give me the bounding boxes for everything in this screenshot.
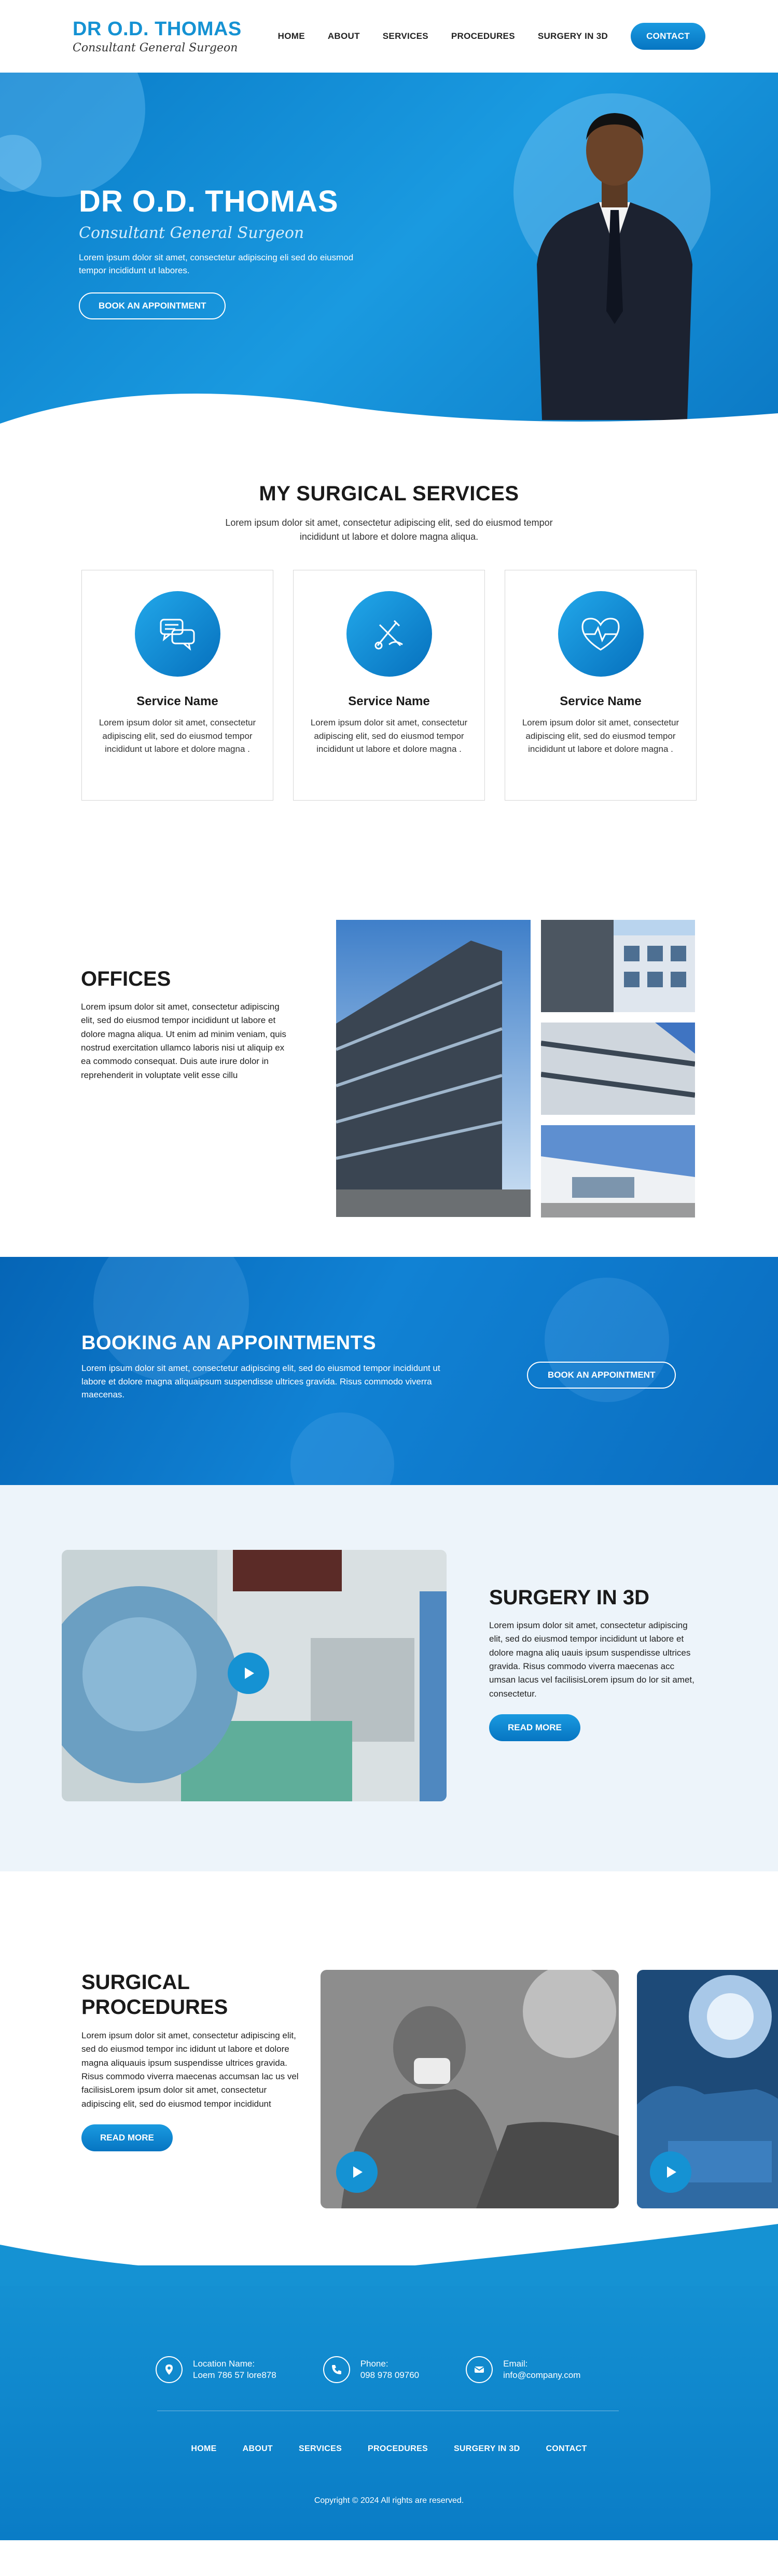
surgery-3d-content [489,1586,697,1741]
footer-nav-surgery-3d[interactable]: SURGERY IN 3D [453,2444,520,2453]
phone-label: Phone: [360,2359,388,2369]
decor-blob [290,1412,394,1485]
nav-home[interactable]: HOME [277,31,305,41]
play-button[interactable] [336,2151,378,2193]
surgery-video[interactable] [62,1550,447,1801]
service-text: Lorem ipsum dolor sit amet, consectetur adipiscing elit, sed do eiusmod tempor incididunt ut labore et dolore magna . [310,718,468,754]
footer-nav-services[interactable]: SERVICES [299,2444,342,2453]
service-name: Service Name [560,694,642,708]
surgery-3d-section [0,1485,778,1871]
footer-wave [0,2224,778,2286]
footer-nav-contact[interactable]: CONTACT [546,2444,587,2453]
procedures-content [81,1970,299,2151]
location-value: Loem 786 57 lore878 [193,2370,276,2380]
service-card[interactable] [81,570,273,801]
nav-services[interactable]: SERVICES [382,31,428,41]
service-text: Lorem ipsum dolor sit amet, consectetur adipiscing elit, sed do eiusmod tempor incididunt ut labore et dolore magna . [522,718,679,754]
play-button[interactable] [650,2151,691,2193]
booking-title: BOOKING AN APPOINTMENTS [81,1332,377,1354]
footer-nav-home[interactable]: HOME [191,2444,217,2453]
heartbeat-icon [558,591,644,677]
play-icon [663,2164,678,2180]
services-intro: Lorem ipsum dolor sit amet, consectetur adipiscing elit, sed do eiusmod tempor incididunt ut labore et dolore magna aliqua. [225,517,553,542]
contact-phone [323,2356,419,2383]
office-facade-photo[interactable] [541,920,695,1012]
offices-text: Lorem ipsum dolor sit amet, consectetur adipiscing elit, sed do eiusmod tempor incididunt ut labore et dolore magna aliqua. Ut enim ad minim veniam, quis nostrud exercitation ullamco laboris nisi ut aliquip ex ea commodo consequat. Duis aute irure dolor in reprehenderit in voluptate velit esse cillu [81,1002,286,1080]
phone-value[interactable]: 098 978 09760 [360,2370,420,2380]
office-lowrise-photo[interactable] [541,1125,695,1217]
offices-title: OFFICES [81,968,171,990]
site-footer [0,2265,778,2540]
play-button[interactable] [228,1653,269,1694]
booking-appointment-button[interactable]: BOOK AN APPOINTMENT [527,1362,676,1389]
service-card[interactable] [293,570,485,801]
hero-wave [0,382,778,454]
offices-content [81,968,288,1082]
surgery-3d-text: Lorem ipsum dolor sit amet, consectetur adipiscing elit, sed do eiusmod tempor incididunt ut labore et dolore magna aliq uauis ipsum suspendisse ultrices gravida. Risus commodo viverra maecenas acc umsan lacus vel facilisisLorem ipsum do lor sit amet, consectetur. [489,1620,694,1699]
nav-about[interactable]: ABOUT [327,31,360,41]
hero-title: DR O.D. THOMAS [79,185,339,218]
hero-content [79,184,369,319]
procedure-video-1[interactable] [321,1970,619,2208]
service-text: Lorem ipsum dolor sit amet, consectetur adipiscing elit, sed do eiusmod tempor incididunt ut labore et dolore magna . [99,718,256,754]
booking-text: Lorem ipsum dolor sit amet, consectetur adipiscing elit, sed do eiusmod tempor incididunt ut labore et dolore magna aliquaipsum suspendisse ultrices gravida. Risus commodo viverra maecenas. [81,1363,440,1399]
service-name: Service Name [348,694,430,708]
procedures-title: SURGICAL PROCEDURES [81,1971,228,2019]
contact-info [156,2356,580,2383]
procedure-video-2[interactable] [637,1970,778,2208]
service-card[interactable] [505,570,697,801]
service-name: Service Name [136,694,218,708]
offices-section [0,842,778,1257]
hero-subtitle: Consultant General Surgeon [79,224,304,242]
brand-logo[interactable] [73,18,242,54]
booking-section [0,1257,778,1485]
procedures-section [0,1871,778,2265]
procedures-read-more-button[interactable]: READ MORE [81,2124,173,2151]
surgery-3d-read-more-button[interactable]: READ MORE [489,1714,580,1741]
hero-book-button[interactable]: BOOK AN APPOINTMENT [79,292,226,319]
brand-name: DR O.D. THOMAS [73,18,242,40]
email-icon [466,2356,493,2383]
nav-procedures[interactable]: PROCEDURES [451,31,515,41]
email-label: Email: [503,2359,528,2369]
location-pin-icon [156,2356,183,2383]
footer-nav-procedures[interactable]: PROCEDURES [368,2444,428,2453]
hero-section [0,73,778,454]
site-header [0,0,778,73]
surgery-3d-title: SURGERY IN 3D [489,1586,649,1609]
main-nav [278,23,705,50]
footer-nav-about[interactable]: ABOUT [242,2444,273,2453]
play-icon [349,2164,365,2180]
office-building-photo[interactable] [336,920,531,1217]
services-section [0,454,778,842]
services-title: MY SURGICAL SERVICES [259,482,519,505]
contact-location [156,2356,276,2383]
copyright: Copyright © 2024 All rights are reserved. [314,2496,464,2505]
booking-content [81,1332,455,1402]
email-value[interactable]: info@company.com [503,2370,581,2380]
procedures-text: Lorem ipsum dolor sit amet, consectetur adipiscing elit, sed do eiusmod tempor inc ididunt ut labore et dolore magna aliquauis ipsum suspendisse ultrices gravida. Risus commodo viverra maecenas accumsan lac us vel facilisisLorem ipsum dolor sit amet, consectetur adipiscing elit, sed do eiusmod tempor incididunt [81,2031,299,2109]
hero-text: Lorem ipsum dolor sit amet, consectetur adipiscing eli sed do eiusmod tempor incididunt ut labores. [79,253,354,275]
footer-nav [0,2444,778,2454]
brand-tagline: Consultant General Surgeon [73,41,238,54]
service-cards [0,570,778,801]
contact-email [466,2356,580,2383]
office-glass-photo[interactable] [541,1023,695,1115]
phone-icon [323,2356,350,2383]
surgical-tools-icon [346,591,432,677]
play-icon [241,1665,256,1681]
contact-button[interactable]: CONTACT [631,23,705,50]
nav-surgery-3d[interactable]: SURGERY IN 3D [537,31,608,41]
location-label: Location Name: [193,2359,255,2369]
doctor-portrait [521,93,708,420]
chat-bubbles-icon [135,591,220,677]
